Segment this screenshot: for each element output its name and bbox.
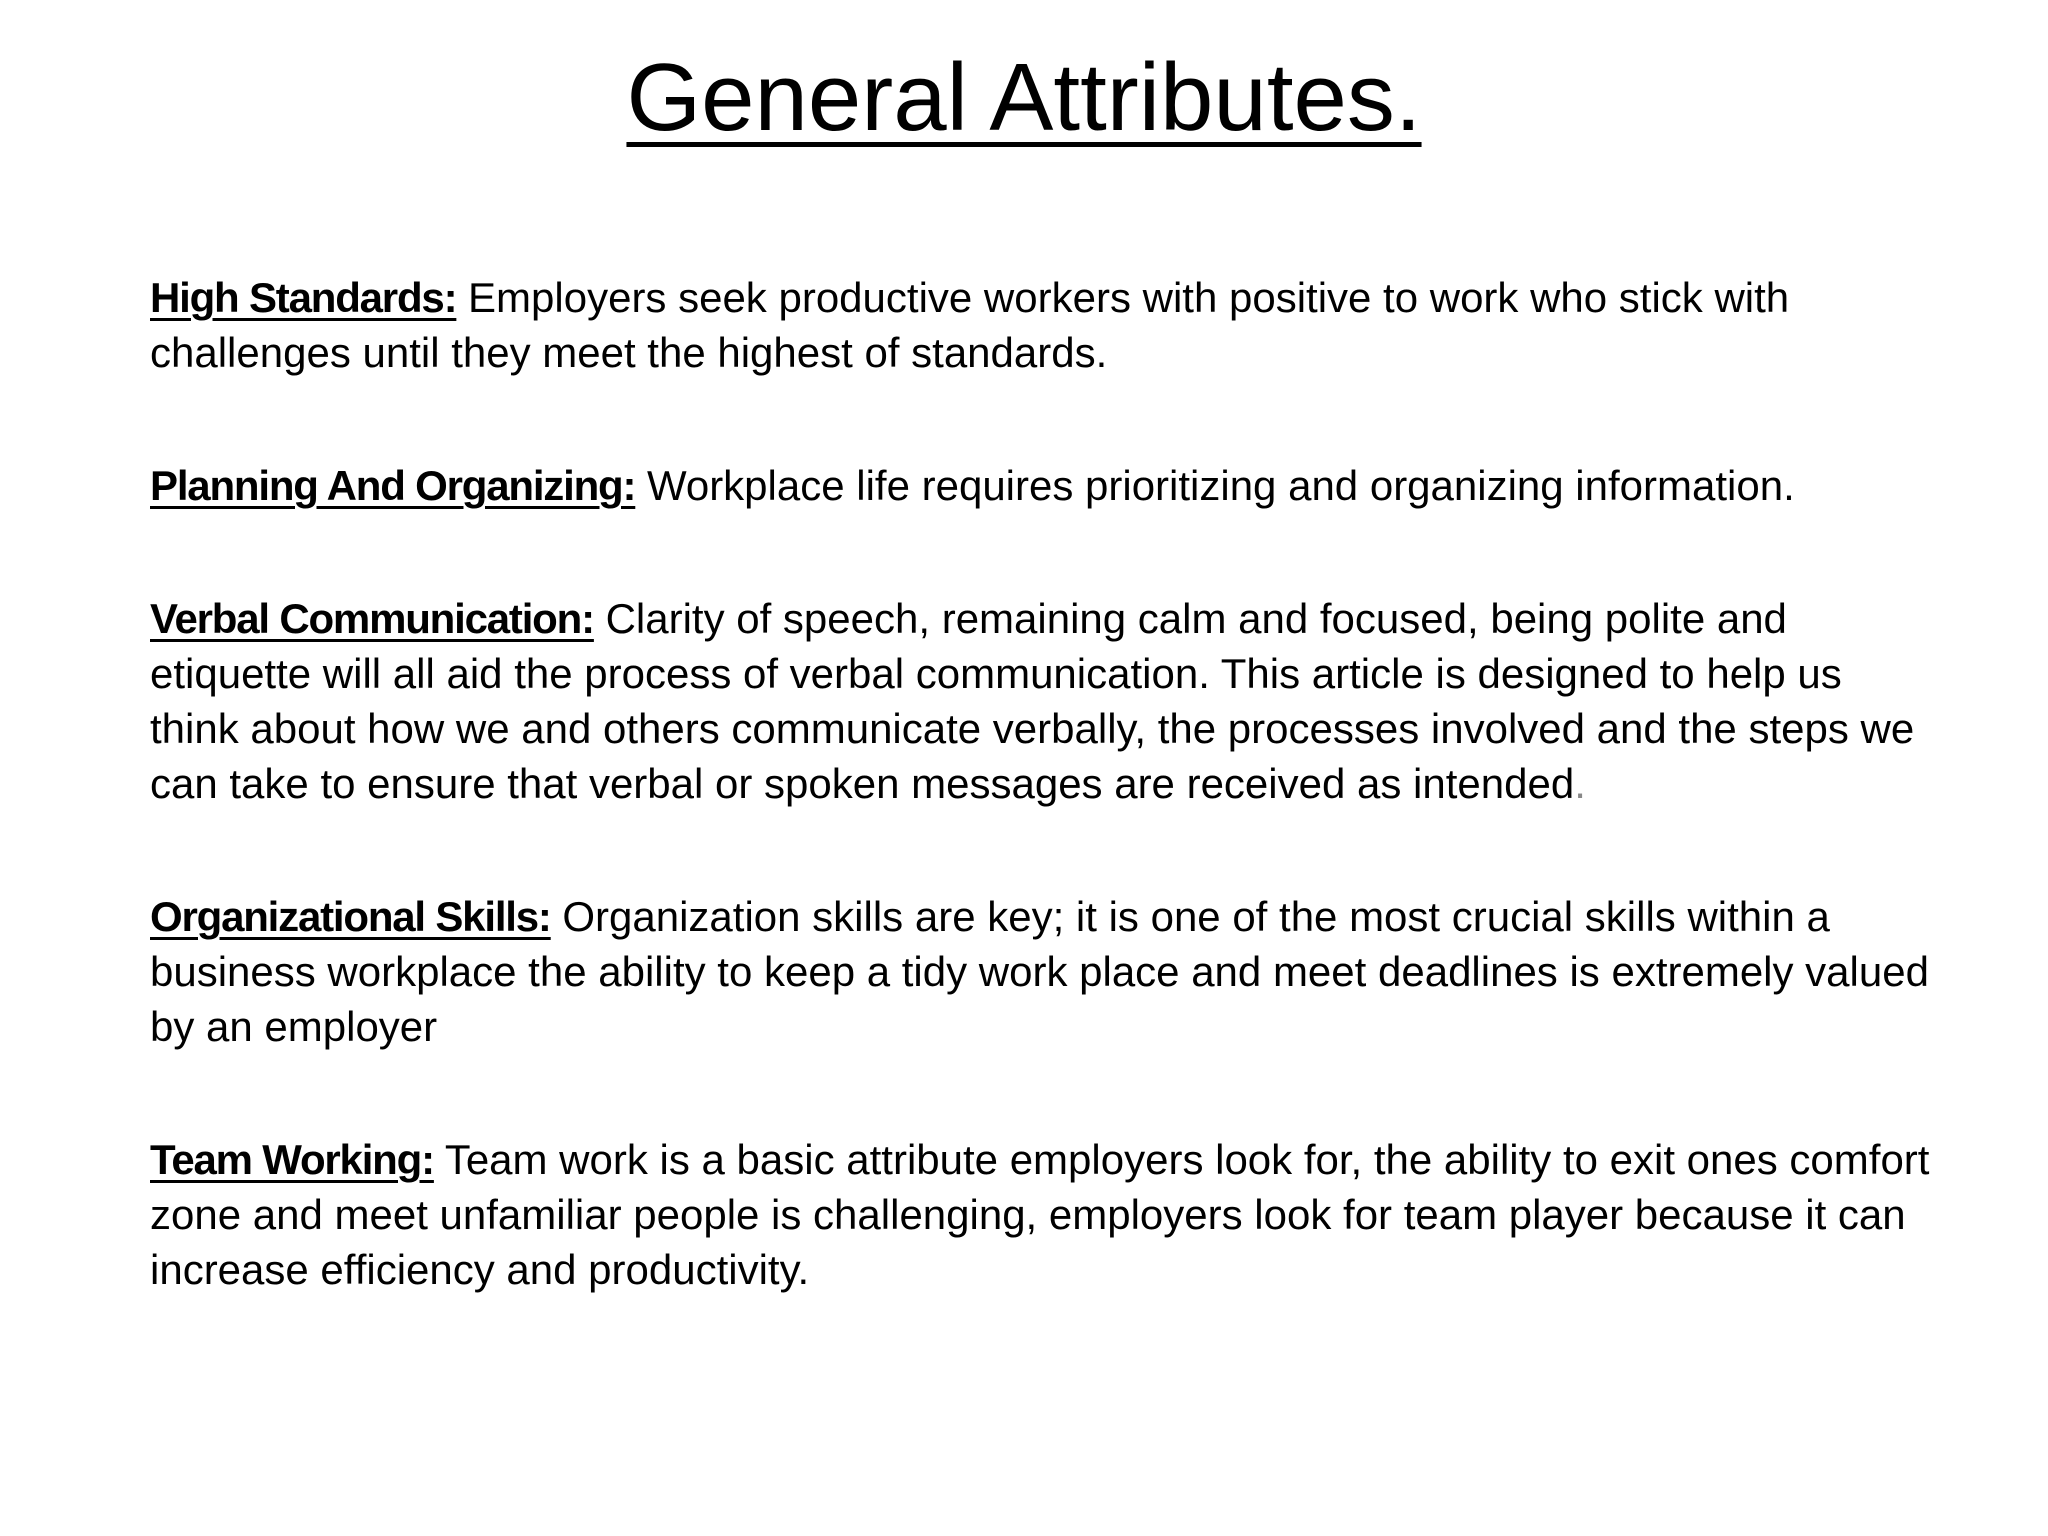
attribute-description: Workplace life requires prioritizing and organizing information.: [646, 462, 1795, 509]
attribute-trailing-period: .: [1574, 760, 1586, 807]
attribute-item-high-standards: [150, 270, 1940, 380]
attribute-description: Employers seek productive workers with positive to work who stick with challenges until they meet the highest of standards.: [150, 274, 1790, 376]
attribute-label: Organizational Skills:: [150, 893, 551, 940]
attribute-description: Team work is a basic attribute employers look for, the ability to exit ones comfort zone and meet unfamiliar people is challenging, employers look for team player because it can increase efficiency and productivity.: [150, 1136, 1930, 1293]
attribute-label: Verbal Communication:: [150, 595, 594, 642]
attribute-label: Planning And Organizing:: [150, 462, 636, 509]
attribute-item-planning-and-organizing: [150, 458, 1940, 513]
attribute-item-team-working: [150, 1132, 1940, 1297]
attribute-item-organizational-skills: [150, 889, 1940, 1054]
attribute-label: Team Working:: [150, 1136, 434, 1183]
attribute-description: Clarity of speech, remaining calm and focused, being polite and etiquette will all aid the process of verbal communication. This article is designed to help us think about how we and others communicate verbally, the processes involved and the steps we can take to ensure that verbal or spoken messages are received as intended: [150, 595, 1915, 807]
page-title: [0, 38, 2048, 158]
page-title-text: General Attributes.: [626, 44, 1422, 151]
attribute-label: High Standards:: [150, 274, 457, 321]
attribute-item-verbal-communication: [150, 591, 1940, 811]
attribute-description: Organization skills are key; it is one of the most crucial skills within a business workplace the ability to keep a tidy work place and meet deadlines is extremely valued by an employer: [150, 893, 1929, 1050]
attribute-list: [150, 270, 1940, 1297]
